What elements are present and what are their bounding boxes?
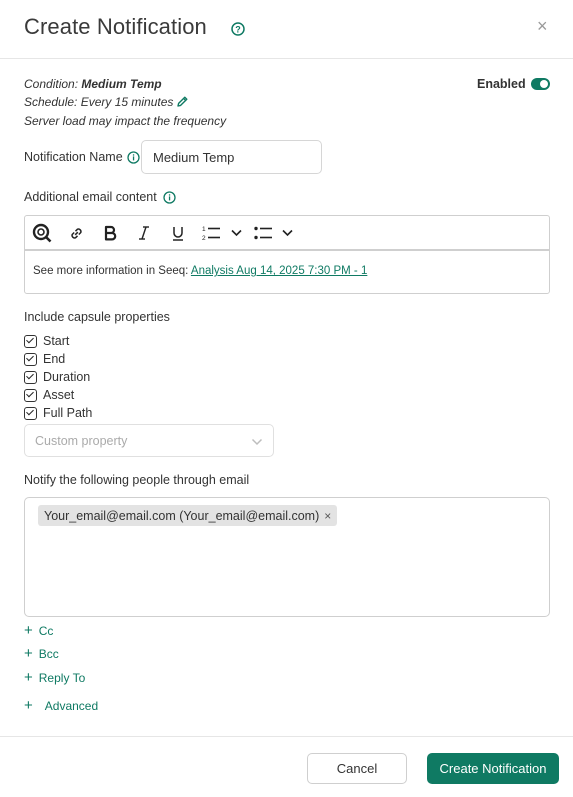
analysis-link[interactable]: Analysis Aug 14, 2025 7:30 PM - 1 xyxy=(190,265,368,277)
seeq-logo-icon[interactable] xyxy=(32,224,52,242)
checkbox-checked-icon[interactable] xyxy=(24,407,37,420)
notification-name-input[interactable] xyxy=(141,140,322,174)
email-content-label: Additional email content xyxy=(24,190,157,204)
editor-body-prefix: See more information in Seeq: xyxy=(33,265,189,277)
property-start-checkbox[interactable] xyxy=(24,333,69,349)
svg-text:1: 1 xyxy=(202,226,206,233)
condition-line xyxy=(24,77,162,91)
modal-header xyxy=(0,0,573,59)
capsule-properties-label: Include capsule properties xyxy=(24,310,170,324)
remove-recipient-icon[interactable]: × xyxy=(324,508,332,523)
custom-property-placeholder: Custom property xyxy=(35,433,128,448)
plus-icon: + xyxy=(24,669,33,686)
advanced-link[interactable] xyxy=(24,699,98,713)
close-icon[interactable]: × xyxy=(537,16,548,36)
link-icon[interactable] xyxy=(67,224,85,242)
notification-name-label: Notification Name xyxy=(24,150,123,164)
bullet-list-icon[interactable] xyxy=(253,224,273,242)
footer-divider xyxy=(0,736,573,737)
recipient-chip xyxy=(38,505,337,526)
add-cc-link[interactable] xyxy=(24,624,53,638)
recipient-email: Your_email@email.com (Your_email@email.com) xyxy=(44,508,320,523)
property-label: End xyxy=(43,352,66,366)
property-end-checkbox[interactable] xyxy=(24,351,65,367)
property-asset-checkbox[interactable] xyxy=(24,387,74,403)
server-load-note: Server load may impact the frequency xyxy=(24,114,227,128)
advanced-label: Advanced xyxy=(44,699,99,713)
chevron-down-icon xyxy=(251,436,263,448)
bold-icon[interactable] xyxy=(102,224,118,242)
edit-schedule-icon[interactable] xyxy=(176,95,189,108)
ordered-list-icon[interactable] xyxy=(201,224,221,242)
checkbox-checked-icon[interactable] xyxy=(24,371,37,384)
notify-label: Notify the following people through email xyxy=(24,473,250,487)
cc-label: Cc xyxy=(38,624,54,638)
property-full-path-checkbox[interactable] xyxy=(24,405,92,421)
enabled-toggle[interactable] xyxy=(531,78,550,90)
info-icon[interactable] xyxy=(127,151,140,164)
property-label: Duration xyxy=(43,370,91,384)
recipients-input[interactable] xyxy=(24,497,550,617)
create-notification-button[interactable]: Create Notification xyxy=(427,753,559,784)
property-label: Asset xyxy=(43,388,75,402)
plus-icon: + xyxy=(24,622,33,639)
property-label: Full Path xyxy=(43,406,93,420)
cancel-button[interactable]: Cancel xyxy=(307,753,407,784)
condition-prefix: Condition: xyxy=(24,77,79,91)
chevron-down-icon[interactable] xyxy=(281,224,293,242)
chevron-down-icon[interactable] xyxy=(230,224,242,242)
custom-property-select[interactable] xyxy=(24,424,274,457)
editor-toolbar xyxy=(24,215,550,250)
email-content-editor[interactable] xyxy=(24,250,550,294)
help-icon[interactable] xyxy=(231,22,245,36)
info-icon[interactable] xyxy=(163,191,176,204)
italic-icon[interactable] xyxy=(137,224,151,242)
checkbox-checked-icon[interactable] xyxy=(24,353,37,366)
checkbox-checked-icon[interactable] xyxy=(24,389,37,402)
condition-value: Medium Temp xyxy=(81,77,162,91)
modal-title: Create Notification xyxy=(24,14,207,39)
checkbox-checked-icon[interactable] xyxy=(24,335,37,348)
enabled-label: Enabled xyxy=(477,77,526,91)
svg-text:?: ? xyxy=(235,24,241,35)
svg-text:2: 2 xyxy=(202,235,206,242)
underline-icon[interactable] xyxy=(170,224,186,242)
property-duration-checkbox[interactable] xyxy=(24,369,90,385)
bcc-label: Bcc xyxy=(38,647,59,661)
plus-icon: + xyxy=(24,697,33,714)
reply-to-label: Reply To xyxy=(38,671,86,685)
plus-icon: + xyxy=(24,645,33,662)
schedule-text: Schedule: Every 15 minutes xyxy=(24,95,174,109)
property-label: Start xyxy=(43,334,70,348)
add-bcc-link[interactable] xyxy=(24,647,59,661)
add-reply-to-link[interactable] xyxy=(24,671,85,685)
